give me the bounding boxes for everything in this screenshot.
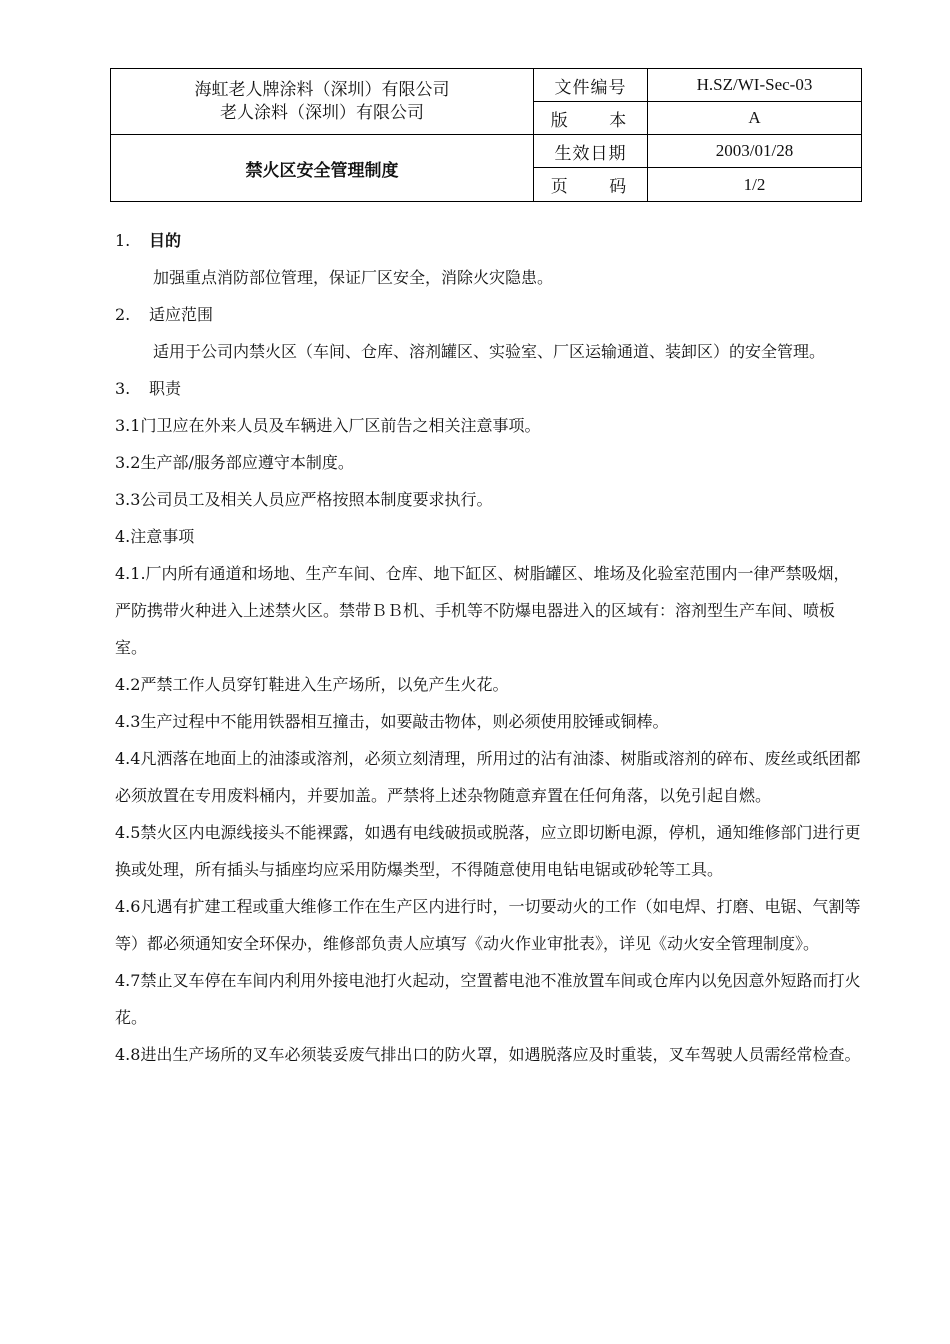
section-title: 适应范围 (149, 305, 214, 324)
clause-4-4: 4.4凡洒落在地面上的油漆或溶剂，必须立刻清理，所用过的沾有油漆、树脂或溶剂的碎布、废丝或纸团都必须放置在专用废料桶内，并要加盖。严禁将上述杂物随意弃置在任何角落，以免引起自燃。 (115, 749, 861, 805)
doc-number-value: H.SZ/WI-Sec-03 (648, 69, 861, 102)
section-number: 1. (115, 231, 131, 250)
doc-number-label: 文件编号 (534, 69, 648, 102)
page-label: 页 码 (534, 168, 648, 201)
clause-4-2: 4.2严禁工作人员穿钉鞋进入生产场所，以免产生火花。 (115, 675, 509, 694)
effective-date-label: 生效日期 (534, 135, 648, 168)
clause-4-7: 4.7禁止叉车停在车间内利用外接电池打火起动，空置蓄电池不准放置车间或仓库内以免因意外短路而打火花。 (115, 971, 861, 1027)
section-number: 3. (115, 379, 131, 398)
section-number: 2. (115, 305, 131, 324)
clause-3-1: 3.1门卫应在外来人员及车辆进入厂区前告之相关注意事项。 (115, 416, 541, 435)
document-header-table (110, 68, 862, 202)
section-heading-purpose (115, 222, 865, 259)
version-label: 版 本 (534, 102, 648, 135)
clause-4-5: 4.5禁火区内电源线接头不能裸露，如遇有电线破损或脱落，应立即切断电源，停机，通知维修部门进行更换或处理，所有插头与插座均应采用防爆类型，不得随意使用电钻电锯或砂轮等工具。 (115, 823, 861, 879)
clause-4-6: 4.6凡遇有扩建工程或重大维修工作在生产区内进行时，一切要动火的工作（如电焊、打磨、电锯、气割等等）都必须通知安全环保办，维修部负责人应填写《动火作业审批表》，详见《动火安全管理制度》。 (115, 897, 861, 953)
effective-date-value: 2003/01/28 (648, 135, 861, 168)
company-name-cell (111, 69, 534, 135)
document-title: 禁火区安全管理制度 (111, 135, 534, 201)
clause-4-3: 4.3生产过程中不能用铁器相互撞击，如要敲击物体，则必须使用胶锤或铜棒。 (115, 712, 669, 731)
document-body (115, 222, 865, 1073)
clause-3-2: 3.2生产部/服务部应遵守本制度。 (115, 453, 354, 472)
clause-4-8: 4.8进出生产场所的叉车必须装妥废气排出口的防火罩，如遇脱落应及时重装，叉车驾驶人员需经常检查。 (115, 1045, 861, 1064)
paragraph-purpose: 加强重点消防部位管理，保证厂区安全，消除火灾隐患。 (153, 268, 554, 287)
clause-4-1: 4.1.厂内所有通道和场地、生产车间、仓库、地下缸区、树脂罐区、堆场及化验室范围内一律严禁吸烟，严防携带火种进入上述禁火区。禁带ＢＢ机、手机等不防爆电器进入的区域有：溶剂型生产车间、喷板室。 (115, 564, 850, 657)
paragraph-scope: 适用于公司内禁火区（车间、仓库、溶剂罐区、实验室、厂区运输通道、装卸区）的安全管理。 (153, 342, 826, 361)
company-name-line2: 老人涂料（深圳）有限公司 (220, 102, 424, 123)
section-heading-responsibility (115, 370, 865, 407)
section-heading-notes: 4.注意事项 (115, 527, 195, 546)
section-title: 职责 (149, 379, 182, 398)
section-title: 目的 (149, 231, 182, 250)
version-value: A (648, 102, 861, 135)
clause-3-3: 3.3公司员工及相关人员应严格按照本制度要求执行。 (115, 490, 493, 509)
page-value: 1/2 (743, 174, 766, 194)
company-name-line1: 海虹老人牌涂料（深圳）有限公司 (194, 79, 450, 100)
section-heading-scope (115, 296, 865, 333)
